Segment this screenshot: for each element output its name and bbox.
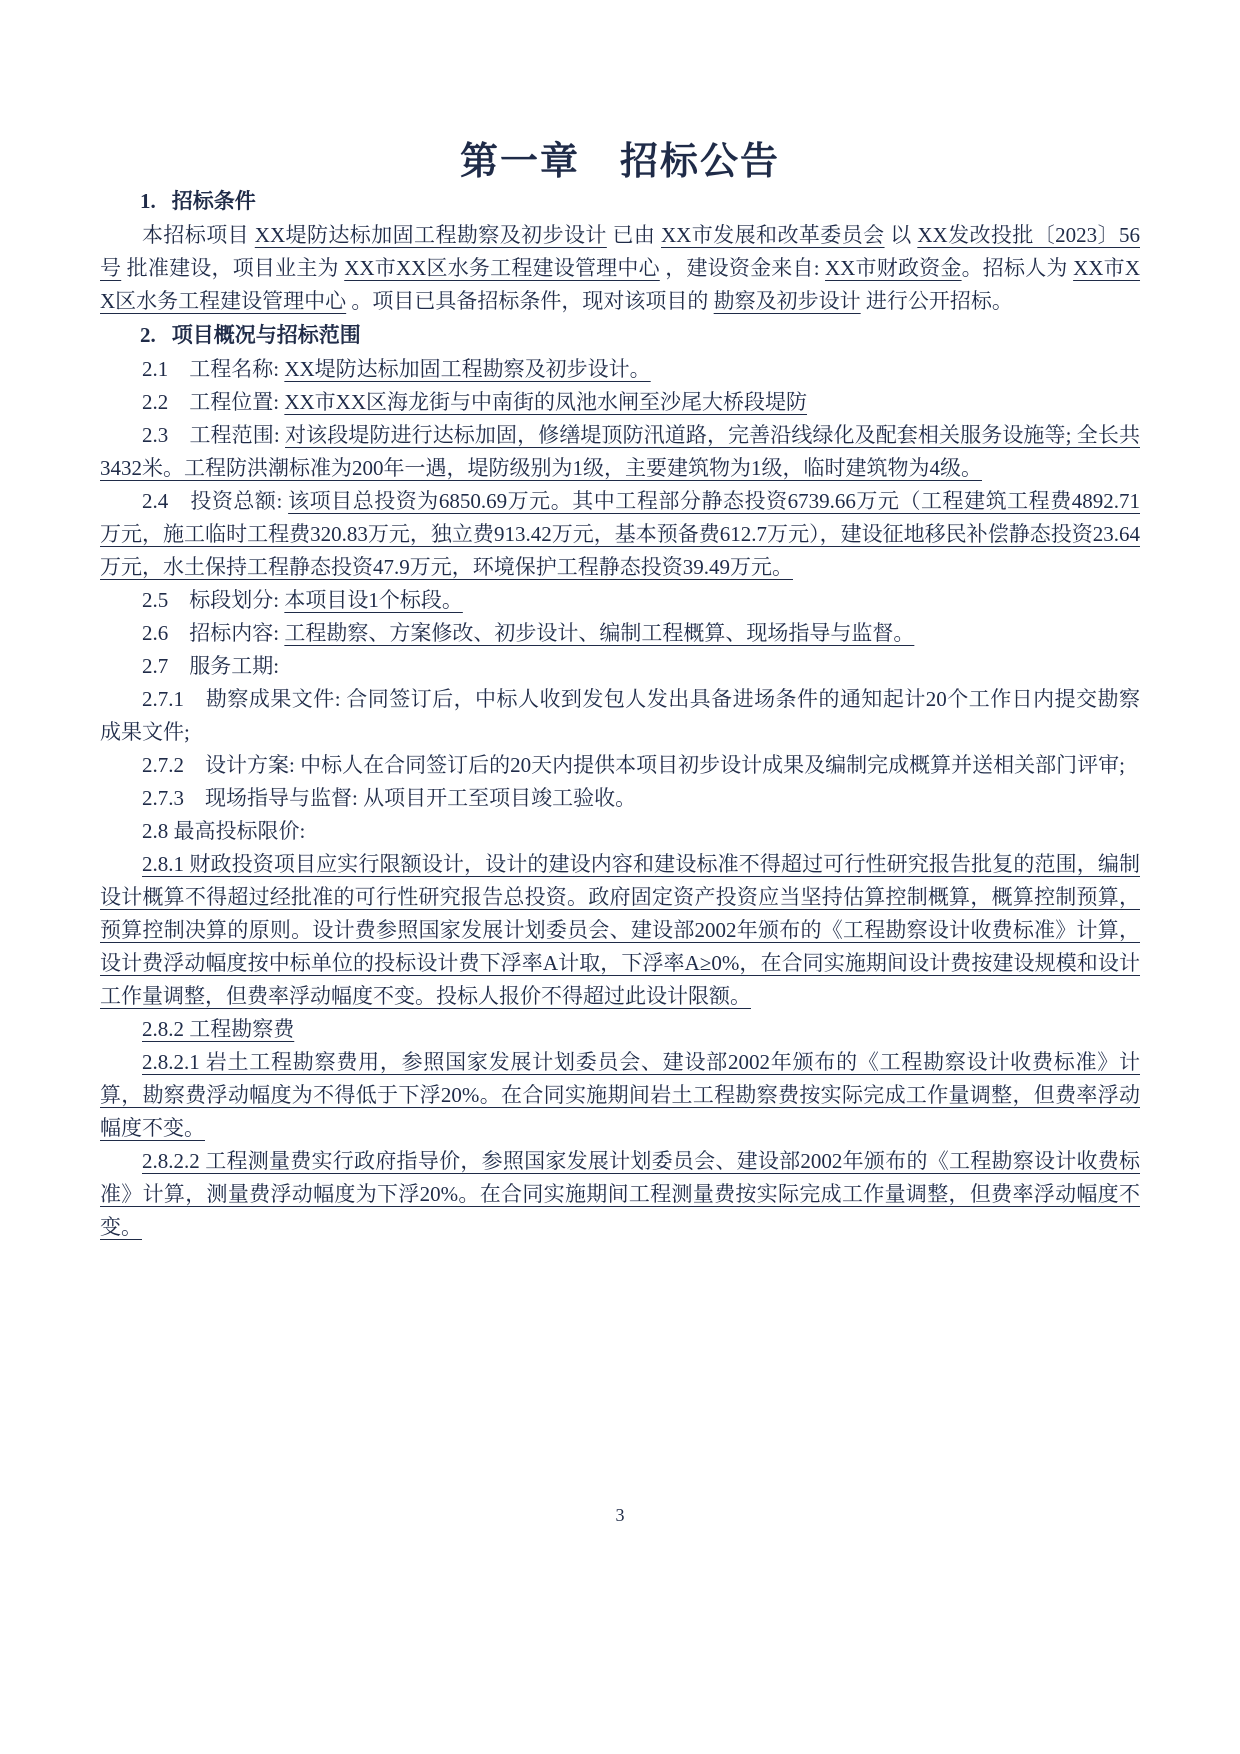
filled-blank-text: XX市发展和改革委员会 (661, 223, 885, 247)
filled-blank-text: 2.8.2.1 岩土工程勘察费用，参照国家发展计划委员会、建设部2002年颁布的《工程勘察设计收费标准》计算，勘察费浮动幅度为不得低于下浮20%。在合同实施期间岩土工程勘察费按实际完成工作量调整，但费率浮动幅度不变。 (100, 1050, 1140, 1140)
filled-blank-text: 勘察及初步设计 (713, 289, 861, 313)
text-run: ，建设资金来自: (659, 256, 826, 280)
filled-blank-text: 2.8.2 工程勘察费 (142, 1017, 295, 1041)
text-run: 已由 (606, 223, 662, 247)
item-2-3-project-scope (100, 419, 1140, 485)
item-2-8-max-bid-price (100, 815, 1140, 848)
heading-2-project-overview (100, 319, 1140, 352)
text-run: 2.5 标段划分: (142, 588, 285, 612)
item-2-7-2-design-scheme (100, 749, 1140, 782)
item-2-8-2-survey-fee (100, 1013, 1140, 1046)
text-run: 本招标项目 (142, 223, 255, 247)
intro-paragraph (100, 219, 1140, 318)
filled-blank-text: 该项目总投资为6850.69万元。其中工程部分静态投资6739.66万元（工程建筑工程费4892.71万元，施工临时工程费320.83万元，独立费913.42万元，基本预备费612.7万元），建设征地移民补偿静态投资23.64万元，水土保持工程静态投资47.9万元，环境保护工程静态投资39.49万元。 (100, 489, 1140, 579)
page-number: 3 (615, 1505, 625, 1525)
text-run: 。招标人为 (961, 256, 1074, 280)
text-run: 1. (140, 189, 156, 213)
filled-blank-text: 2.8.1 财政投资项目应实行限额设计，设计的建设内容和建设标准不得超过可行性研究报告批复的范围，编制设计概算不得超过经批准的可行性研究报告总投资。政府固定资产投资应当坚持估算控制概算，概算控制预算，预算控制决算的原则。设计费参照国家发展计划委员会、建设部2002年颁布的《工程勘察设计收费标准》计算，设计费浮动幅度按中标单位的投标设计费下浮率A计取，下浮率A≥0%，在合同实施期间设计费按建设规模和设计工作量调整，但费率浮动幅度不变。投标人报价不得超过此设计限额。 (100, 852, 1140, 1008)
item-2-7-service-period (100, 650, 1140, 683)
text-run: 2.8 最高投标限价: (142, 819, 306, 843)
text-run: 2.7.2 设计方案: 中标人在合同签订后的20天内提供本项目初步设计成果及编制完成概算并送相关部门评审; (142, 753, 1125, 777)
text-run: 2. (140, 323, 156, 347)
text-run: 进行公开招标。 (860, 289, 1013, 313)
filled-blank-text: XX发改投批〔2023〕56号 (100, 223, 1140, 280)
text-run: 2.7.3 现场指导与监督: 从项目开工至项目竣工验收。 (142, 786, 637, 810)
filled-blank-text: XX市XX区水务工程建设管理中心 (100, 256, 1141, 313)
text-run: 2.1 工程名称: (142, 357, 285, 381)
text-run: 项目概况与招标范围 (171, 323, 361, 347)
item-2-7-1-survey-results (100, 683, 1140, 749)
heading-1-tender-conditions (100, 185, 1140, 218)
item-2-2-project-location (100, 386, 1140, 419)
page-content (100, 184, 1140, 1244)
item-2-7-3-site-guidance (100, 782, 1140, 815)
text-run: 2.7 服务工期: (142, 654, 280, 678)
text-run: 以 (884, 223, 918, 247)
text-run: 批准建设，项目业主为 (121, 256, 345, 280)
item-2-5-section-division (100, 584, 1140, 617)
filled-blank-text: 对该段堤防进行达标加固，修缮堤顶防汛道路，完善沿线绿化及配套相关服务设施等; 全长共3432米。工程防洪潮标准为200年一遇，堤防级别为1级，主要建筑物为1级，临时建筑物为4级。 (100, 423, 1140, 480)
item-2-6-tender-content (100, 617, 1140, 650)
item-2-4-total-investment (100, 485, 1140, 584)
item-2-8-2-2-measurement-fee (100, 1145, 1140, 1244)
text-run: 2.7.1 勘察成果文件: 合同签订后，中标人收到发包人发出具备进场条件的通知起计20个工作日内提交勘察成果文件; (100, 687, 1140, 744)
text-run: 2.4 投资总额: (142, 489, 289, 513)
filled-blank-text: 本项目设1个标段。 (284, 588, 463, 612)
chapter-title: 第一章 招标公告 (459, 141, 780, 183)
item-2-8-2-1-geotechnical-fee (100, 1046, 1140, 1145)
text-run: 2.3 工程范围: (142, 423, 286, 447)
item-2-1-project-name (100, 353, 1140, 386)
filled-blank-text: 2.8.2.2 工程测量费实行政府指导价，参照国家发展计划委员会、建设部2002年颁布的《工程勘察设计收费标准》计算，测量费浮动幅度为下浮20%。在合同实施期间工程测量费按实际完成工作量调整，但费率浮动幅度不变。 (100, 1149, 1140, 1239)
filled-blank-text: XX堤防达标加固工程勘察及初步设计 (254, 223, 607, 247)
filled-blank-text: XX市财政资金 (825, 256, 962, 280)
text-run: 2.6 招标内容: (142, 621, 285, 645)
item-2-8-1-design-fee-limit (100, 848, 1140, 1013)
filled-blank-text: XX市XX区海龙街与中南街的凤池水闸至沙尾大桥段堤防 (284, 390, 808, 414)
filled-blank-text: XX市XX区水务工程建设管理中心 (344, 256, 660, 280)
filled-blank-text: 工程勘察、方案修改、初步设计、编制工程概算、现场指导与监督。 (284, 621, 915, 645)
text-run: 2.2 工程位置: (142, 390, 285, 414)
filled-blank-text: XX堤防达标加固工程勘察及初步设计。 (284, 357, 651, 381)
text-run: 招标条件 (171, 189, 256, 213)
text-run: 。项目已具备招标条件，现对该项目的 (346, 289, 714, 313)
